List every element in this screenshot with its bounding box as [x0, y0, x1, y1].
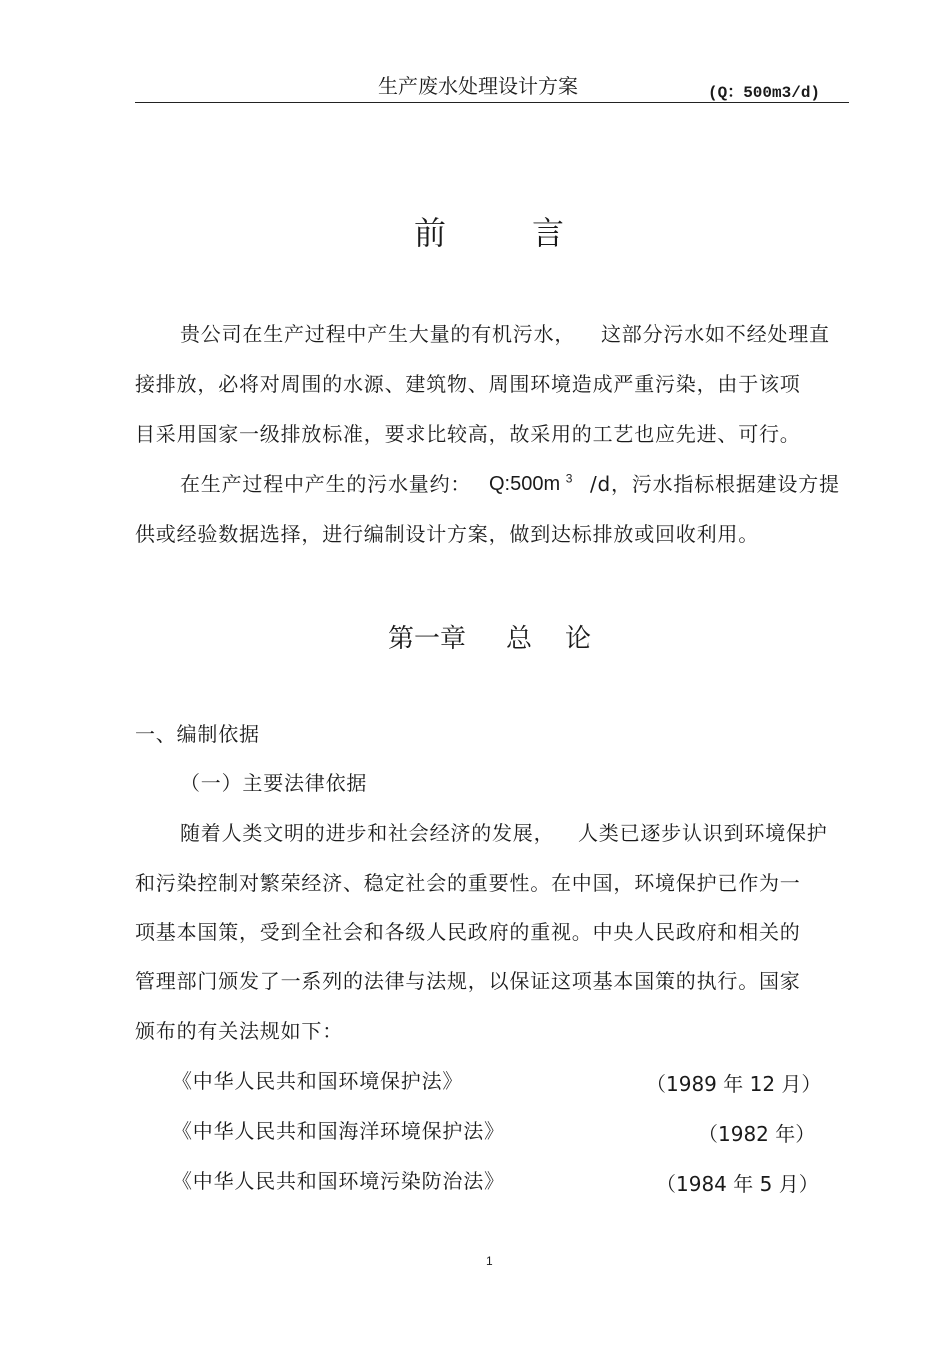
chapter-title-char-1: 总	[506, 624, 533, 654]
preface-title-char-2: 言	[532, 214, 565, 252]
chapter-title-number: 第一章	[388, 624, 467, 654]
header-divider	[135, 102, 849, 103]
preface-para2-line2: 供或经验数据选择，进行编制设计方案，做到达标排放或回收利用。	[135, 522, 759, 546]
subsection-heading: （一）主要法律依据	[180, 771, 368, 795]
chapter-para-line1-a: 随着人类文明的进步和社会经济的发展，	[180, 821, 555, 845]
chapter-title-char-2: 论	[565, 624, 592, 654]
law-year: （1982 年）	[698, 1122, 816, 1146]
preface-para1-line3: 目采用国家一级排放标准，要求比较高，故采用的工艺也应先进、可行。	[135, 422, 801, 446]
law-year: （1984 年 5 月）	[656, 1172, 819, 1196]
chapter-para-line4: 管理部门颁发了一系列的法律与法规，以保证这项基本国策的执行。国家	[135, 969, 801, 993]
law-year: （1989 年 12 月）	[646, 1072, 822, 1096]
preface-para1-line1-a: 贵公司在生产过程中产生大量的有机污水，	[180, 322, 576, 346]
page-number: 1	[486, 1254, 493, 1268]
chapter-para-line2: 和污染控制对繁荣经济、稳定社会的重要性。在中国，环境保护已作为一	[135, 871, 801, 895]
document-header-flow-rate: (Q：500m3/d)	[708, 84, 821, 102]
document-header-title: 生产废水处理设计方案	[378, 74, 578, 98]
flow-superscript: 3	[565, 471, 573, 486]
preface-para1-line2: 接排放，必将对周围的水源、建筑物、周围环境造成严重污染，由于该项	[135, 372, 801, 396]
law-name: 《中华人民共和国海洋环境保护法》	[172, 1119, 505, 1143]
preface-para2-line1-c: /d，污水指标根据建设方提	[590, 472, 840, 496]
chapter-para-line1-b: 人类已逐步认识到环境保护	[578, 821, 828, 845]
law-name: 《中华人民共和国环境保护法》	[172, 1069, 464, 1093]
law-name: 《中华人民共和国环境污染防治法》	[172, 1169, 505, 1193]
preface-para1-line1-b: 这部分污水如不经处理直	[601, 322, 830, 346]
section-heading: 一、编制依据	[135, 722, 260, 746]
flow-value: Q:500m	[489, 473, 561, 495]
preface-para2-line1-a: 在生产过程中产生的污水量约：	[180, 472, 472, 496]
preface-title-char-1: 前	[414, 214, 447, 252]
chapter-para-line5: 颁布的有关法规如下：	[135, 1019, 343, 1043]
preface-para2-flow	[489, 471, 572, 497]
chapter-para-line3: 项基本国策，受到全社会和各级人民政府的重视。中央人民政府和相关的	[135, 920, 801, 944]
